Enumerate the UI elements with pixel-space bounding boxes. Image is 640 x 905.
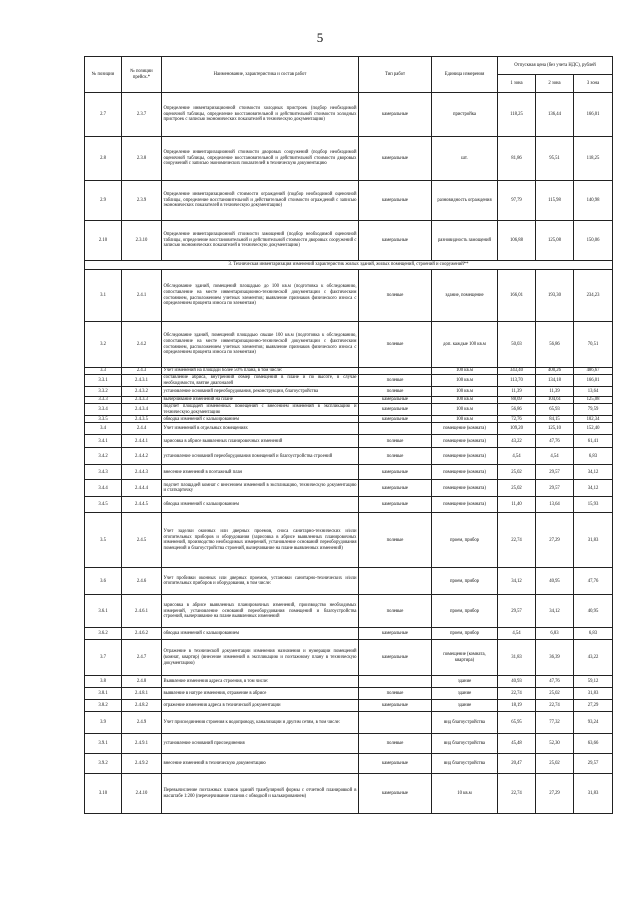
price-zone-2-cell: 95,51 (536, 137, 574, 181)
price-zone-3-cell: 61,41 (574, 435, 613, 448)
unit-cell: вид благоустройства (432, 754, 498, 774)
unit-cell: разновидность замощений (432, 221, 498, 261)
unit-cell: проем, прибор (432, 513, 498, 568)
price-zone-2-cell: 22,74 (536, 700, 574, 712)
work-type-cell (359, 368, 432, 375)
work-type-cell: камеральные (359, 404, 432, 416)
unit-cell: пристройка (432, 93, 498, 137)
position-cell: 3.6.2 (85, 628, 122, 640)
unit-cell: помещение (комната) (432, 435, 498, 448)
pricelist-code-cell: 2.4.6.2 (122, 628, 162, 640)
header-price-group: Отпускная цена (без учета НДС), рублей (498, 57, 613, 75)
price-zone-3-cell: 59,12 (574, 676, 613, 688)
price-zone-3-cell: 31,83 (574, 774, 613, 814)
price-zone-1-cell: 106,88 (498, 221, 536, 261)
price-zone-3-cell: 27,29 (574, 700, 613, 712)
price-zone-2-cell: 193,30 (536, 270, 574, 322)
description-cell: Определение инвентаризационной стоимости дворовых сооружений (подбор необходимой оценочной таблицы, определение восстановительной и действительной стоимости дворовых сооружений с записью экономических показателей в техническую документацию (162, 137, 359, 181)
price-zone-3-cell: 63,66 (574, 734, 613, 754)
pricelist-code-cell: 2.4.4.4 (122, 480, 162, 497)
unit-cell: 10 кв.м (432, 774, 498, 814)
description-cell: зарисовка в абрисе выявленных планировочных изменений, производство необходимых измерений, установление оснований переоборудования помещений и благоустройства строений, вычерчивание на плане выявленных изменений (162, 595, 359, 628)
table-row (85, 628, 613, 640)
position-cell: 3.9.2 (85, 754, 122, 774)
work-type-cell: камеральные (359, 640, 432, 676)
work-type-cell: полевые (359, 387, 432, 397)
price-zone-2-cell: 4,54 (536, 448, 574, 465)
price-zone-2-cell: 65,93 (536, 404, 574, 416)
unit-cell: здание (432, 688, 498, 700)
price-zone-2-cell: 400,26 (536, 368, 574, 375)
unit-cell: разновидность ограждения (432, 181, 498, 221)
description-cell: Определение инвентаризационной стоимости ограждений (подбор необходимой оценочной таблицы, определение восстановительной и действительной стоимости ограждений с записью экономических показателей в техническую документацию) (162, 181, 359, 221)
unit-cell: проем, прибор (432, 568, 498, 595)
position-cell: 3.10 (85, 774, 122, 814)
price-zone-2-cell: 25,02 (536, 688, 574, 700)
price-zone-2-cell: 13,64 (536, 497, 574, 513)
pricelist-code-cell: 2.4.8.1 (122, 688, 162, 700)
price-zone-3-cell: 6,83 (574, 448, 613, 465)
price-zone-1-cell: 72,76 (498, 416, 536, 423)
unit-cell: 100 кв.м (432, 404, 498, 416)
price-zone-1-cell: 25,02 (498, 480, 536, 497)
price-zone-2-cell: 52,30 (536, 734, 574, 754)
price-zone-2-cell: 56,86 (536, 322, 574, 368)
work-type-cell: камеральные (359, 480, 432, 497)
price-zone-3-cell: 102,34 (574, 416, 613, 423)
price-zone-1-cell: 88,69 (498, 397, 536, 404)
description-cell: составление абриса, внутренний обмер помещений в плане и по высоте, в случае необходимости, взятие диагоналей (163, 375, 357, 386)
unit-cell: помещение (комната) (432, 480, 498, 497)
table-row (85, 480, 613, 497)
work-type-cell: полевые (359, 513, 432, 568)
table-row (85, 465, 613, 480)
table-row (85, 676, 613, 688)
price-zone-2-cell: 115,98 (536, 181, 574, 221)
price-zone-3-cell: 118,25 (574, 137, 613, 181)
position-cell: 3.3 (85, 368, 122, 375)
section-row (85, 261, 613, 270)
description-cell: подсчет площадей комнат с внесением изменений в экспликацию, техническую документацию и статкарточку (162, 480, 359, 497)
pricelist-code-cell: 2.4.1 (122, 270, 162, 322)
price-zone-2-cell: 25,02 (536, 754, 574, 774)
position-cell: 3.3.1 (85, 375, 122, 387)
price-zone-3-cell: 15,93 (574, 497, 613, 513)
position-cell: 3.4.2 (85, 448, 122, 465)
price-zone-2-cell: 136,44 (536, 93, 574, 137)
position-cell: 3.4.3 (85, 465, 122, 480)
table-row (85, 404, 613, 416)
unit-cell: 100 кв.м (432, 387, 498, 397)
price-zone-1-cell: 34,12 (498, 568, 536, 595)
work-type-cell: камеральные (359, 700, 432, 712)
work-type-cell (359, 568, 432, 595)
price-zone-2-cell: 11,39 (536, 387, 574, 397)
price-zone-3-cell: 40,95 (574, 595, 613, 628)
price-zone-1-cell: 22,74 (498, 774, 536, 814)
table-row (85, 221, 613, 261)
position-cell: 3.5 (85, 513, 122, 568)
description-cell: отражение изменения адреса в технической документации (162, 700, 359, 712)
header-zone-1: 1 зона (498, 75, 536, 93)
description-cell: установление оснований переоборудования помещений и благоустройства строений (162, 448, 359, 465)
work-type-cell: камеральные (359, 416, 432, 423)
position-cell: 3.1 (85, 270, 122, 322)
pricelist-code-cell: 2.4.3.1 (122, 375, 162, 387)
position-cell: 3.3.2 (85, 387, 122, 397)
work-type-cell: камеральные (359, 397, 432, 404)
pricelist-code-cell: 2.4.10 (122, 774, 162, 814)
unit-cell: проем, прибор (432, 628, 498, 640)
price-zone-3-cell: 79,59 (574, 404, 613, 416)
position-cell: 3.4.4 (85, 480, 122, 497)
description-cell: Учет пробивки оконных или дверных проемов, установки санитарно-технических и/или отопительных приборов и оборудования, в том числе: (162, 568, 359, 595)
unit-cell: помещение (комната, квартира) (432, 640, 498, 676)
unit-cell: помещение (комната) (432, 423, 498, 435)
position-cell: 3.7 (85, 640, 122, 676)
table-row (85, 416, 613, 423)
work-type-cell: камеральные (359, 774, 432, 814)
header-work-type: Тип работ (359, 57, 432, 93)
price-zone-3-cell: 150,06 (574, 221, 613, 261)
table-row (85, 734, 613, 754)
description-cell: Определение инвентаризационной стоимости замощений (подбор необходимой оценочной таблицы, определение восстановительной и действительной стоимости дворовых сооружений с записью экономических показателей в техническую документацию) (162, 221, 359, 261)
price-zone-2-cell: 6,83 (536, 628, 574, 640)
work-type-cell: камеральные (359, 137, 432, 181)
header-zone-2: 2 зона (536, 75, 574, 93)
price-zone-1-cell: 166,01 (498, 270, 536, 322)
price-zone-3-cell: 31,83 (574, 513, 613, 568)
position-cell: 3.8.1 (85, 688, 122, 700)
work-type-cell: полевые (359, 270, 432, 322)
price-zone-2-cell: 104,61 (536, 397, 574, 404)
price-zone-3-cell: 486,67 (574, 368, 613, 375)
description-cell: Обследование зданий, помещений площадью до 100 кв.м (подготовка к обследованию, сопоставление на месте инвентаризационно-технической документации с фактическим состоянием, расположением учетных элементов; выявление признаков физического износа с определением процента износа по элементам) (162, 270, 359, 322)
header-pricelist-position: № позиции прейск.* (122, 57, 162, 93)
price-zone-3-cell: 125,08 (574, 397, 613, 404)
unit-cell: вид благоустройства (432, 734, 498, 754)
work-type-cell: полевые (359, 734, 432, 754)
work-type-cell: камеральные (359, 221, 432, 261)
pricelist-code-cell: 2.4.4.5 (122, 497, 162, 513)
price-zone-3-cell: 47,76 (574, 568, 613, 595)
table-row (85, 181, 613, 221)
pricelist-code-cell: 2.4.8.2 (122, 700, 162, 712)
unit-cell: помещение (комната) (432, 497, 498, 513)
work-type-cell: полевые (359, 688, 432, 700)
pricelist-code-cell: 2.3.7 (122, 93, 162, 137)
pricelist-code-cell: 2.4.2 (122, 322, 162, 368)
header-unit: Единица измерения (432, 57, 498, 93)
description-cell: обводка изменений с калькированием (162, 416, 359, 423)
work-type-cell: камеральные (359, 181, 432, 221)
price-zone-1-cell: 97,79 (498, 181, 536, 221)
price-zone-1-cell: 118,25 (498, 93, 536, 137)
pricelist-code-cell: 2.4.9.1 (122, 734, 162, 754)
price-zone-3-cell: 234,23 (574, 270, 613, 322)
position-cell: 3.6.1 (85, 595, 122, 628)
pricelist-code-cell: 2.4.3.4 (122, 404, 162, 416)
position-cell: 2.9 (85, 181, 122, 221)
position-cell: 3.8.2 (85, 700, 122, 712)
pricelist-code-cell: 2.4.9 (122, 712, 162, 734)
unit-cell: 100 кв.м (432, 397, 498, 404)
position-cell: 3.6 (85, 568, 122, 595)
pricelist-code-cell: 2.3.9 (122, 181, 162, 221)
price-zone-2-cell: 40,95 (536, 568, 574, 595)
price-zone-1-cell: 56,86 (498, 404, 536, 416)
unit-cell: помещение (комната) (432, 448, 498, 465)
price-table (84, 56, 613, 814)
price-zone-1-cell: 45,48 (498, 734, 536, 754)
work-type-cell: камеральные (359, 93, 432, 137)
description-cell: Учет изменений на площади более 50% плана, в том числе: (162, 368, 359, 375)
pricelist-code-cell: 2.4.3 (122, 368, 162, 375)
table-row (85, 423, 613, 435)
price-zone-1-cell: 29,57 (498, 595, 536, 628)
pricelist-code-cell: 2.4.9.2 (122, 754, 162, 774)
table-row (85, 397, 613, 404)
unit-cell: проем, прибор (432, 595, 498, 628)
section-title: 3. Техническая инвентаризация изменений характеристик жилых зданий, жилых помещений, строений и сооружений** (85, 261, 613, 270)
unit-cell: шт. (432, 137, 498, 181)
table-row (85, 497, 613, 513)
price-zone-3-cell: 6,83 (574, 628, 613, 640)
unit-cell: доп. каждые 100 кв.м (432, 322, 498, 368)
description-cell: вычерчивание изменений на плане (162, 397, 359, 404)
price-zone-3-cell: 13,64 (574, 387, 613, 397)
price-zone-2-cell: 34,12 (536, 595, 574, 628)
price-zone-1-cell: 22,74 (498, 513, 536, 568)
pricelist-code-cell: 2.4.4 (122, 423, 162, 435)
pricelist-code-cell: 2.4.4.3 (122, 465, 162, 480)
position-cell: 3.9.1 (85, 734, 122, 754)
position-cell: 3.3.5 (85, 416, 122, 423)
price-zone-1-cell: 18,19 (498, 700, 536, 712)
position-cell: 3.3.3 (85, 397, 122, 404)
price-zone-3-cell: 93,24 (574, 712, 613, 734)
description-cell: Выявление изменения адреса строения, в том числе: (162, 676, 359, 688)
description-cell: Учет изменений в отдельных помещениях (162, 423, 359, 435)
description-cell: Обследование зданий, помещений площадью свыше 100 кв.м (подготовка к обследованию, сопоставление на месте инвентаризационно-технической документации с фактическим состоянием, расположением учетных элементов; выявление признаков физического износа с определением процента износа по элементам) (162, 322, 359, 368)
work-type-cell: полевые (359, 322, 432, 368)
price-zone-3-cell: 43,22 (574, 640, 613, 676)
price-zone-3-cell: 152,40 (574, 423, 613, 435)
price-zone-1-cell: 22,74 (498, 688, 536, 700)
price-zone-3-cell: 166,01 (574, 375, 613, 387)
work-type-cell: камеральные (359, 628, 432, 640)
description-cell: установление оснований переоборудования, реконструкции, благоустройства (162, 387, 359, 397)
price-zone-2-cell: 27,29 (536, 774, 574, 814)
table-row (85, 270, 613, 322)
price-zone-1-cell: 81,86 (498, 137, 536, 181)
table-row (85, 595, 613, 628)
price-zone-2-cell: 84,15 (536, 416, 574, 423)
price-zone-2-cell: 134,18 (536, 375, 574, 387)
price-zone-1-cell: 20,47 (498, 754, 536, 774)
price-zone-1-cell: 31,83 (498, 640, 536, 676)
table-row (85, 712, 613, 734)
unit-cell: здание (432, 700, 498, 712)
price-zone-3-cell: 34,12 (574, 465, 613, 480)
price-zone-2-cell: 47,76 (536, 435, 574, 448)
price-zone-2-cell: 36,39 (536, 640, 574, 676)
table-row (85, 754, 613, 774)
description-cell: Учет заделки оконных или дверных проемов, сноса санитарно-технических и/или отопительных приборов и оборудования (зарисовка в абрисе выявленных планировочных изменений, производство необходимых измерений, установление оснований переоборудования помещений и благоустройства строений, вычерчивание на плане выявленных изменений) (162, 513, 359, 568)
pricelist-code-cell: 2.3.8 (122, 137, 162, 181)
description-cell: Перевычисление поэтажных планов зданий трамбулярной формы с отчетной планировкой в масштабе 1:200 (перечерчивание планов с обводкой и калькированием) (162, 774, 359, 814)
work-type-cell: камеральные (359, 497, 432, 513)
pricelist-code-cell: 2.4.7 (122, 640, 162, 676)
pricelist-code-cell: 2.4.3.2 (122, 387, 162, 397)
price-zone-1-cell: 40,93 (498, 676, 536, 688)
position-cell: 3.2 (85, 322, 122, 368)
unit-cell: помещение (комната) (432, 465, 498, 480)
unit-cell: здание (432, 676, 498, 688)
pricelist-code-cell: 2.4.6.1 (122, 595, 162, 628)
pricelist-code-cell: 2.4.3.3 (122, 397, 162, 404)
work-type-cell: полевые (359, 595, 432, 628)
price-zone-3-cell: 31,83 (574, 688, 613, 700)
position-cell: 3.4.1 (85, 435, 122, 448)
price-zone-3-cell: 166,01 (574, 93, 613, 137)
unit-cell: вид благоустройства (432, 712, 498, 734)
position-cell: 3.4 (85, 423, 122, 435)
description-cell: зарисовка в абрисе выявленных планировочных изменений (162, 435, 359, 448)
work-type-cell (359, 676, 432, 688)
work-type-cell: камеральные (359, 754, 432, 774)
pricelist-code-cell: 2.3.10 (122, 221, 162, 261)
work-type-cell: полевые (359, 448, 432, 465)
description-cell: Отражение в технической документации изменения назначения и нумерации помещений (комнат, квартир) (внесение изменений в экспликацию и поэтажному плану в техническую документацию) (162, 640, 359, 676)
table-row (85, 513, 613, 568)
price-zone-1-cell: 4,54 (498, 448, 536, 465)
price-zone-2-cell: 125,08 (536, 221, 574, 261)
table-row (85, 322, 613, 368)
unit-cell: 100 кв.м (432, 416, 498, 423)
description-cell: Учет присоединения строения к водопроводу, канализации и другим сетям, в том числе: (162, 712, 359, 734)
pricelist-code-cell: 2.4.8 (122, 676, 162, 688)
price-zone-2-cell: 29,57 (536, 480, 574, 497)
work-type-cell: камеральные (359, 465, 432, 480)
price-zone-3-cell: 29,57 (574, 754, 613, 774)
price-zone-3-cell: 34,12 (574, 480, 613, 497)
header-zone-3: 3 зона (574, 75, 613, 93)
price-zone-1-cell: 11,40 (498, 497, 536, 513)
description-cell: выявление в натуре изменения, отражение в абрисе (162, 688, 359, 700)
price-zone-2-cell: 77,32 (536, 712, 574, 734)
table-row (85, 448, 613, 465)
pricelist-code-cell: 2.4.4.1 (122, 435, 162, 448)
price-zone-1-cell: 50,03 (498, 322, 536, 368)
pricelist-code-cell: 2.4.5 (122, 513, 162, 568)
price-zone-1-cell: 65,95 (498, 712, 536, 734)
unit-cell: здание, помещение (432, 270, 498, 322)
table-row (85, 700, 613, 712)
description-cell: подсчет площадей измененных помещений с внесением изменений в экспликацию и техническую документацию (163, 404, 357, 415)
work-type-cell: полевые (359, 435, 432, 448)
position-cell: 3.9 (85, 712, 122, 734)
unit-cell: 100 кв.м (432, 368, 498, 375)
price-zone-2-cell: 125,10 (536, 423, 574, 435)
price-zone-1-cell: 4,54 (498, 628, 536, 640)
price-zone-2-cell: 29,57 (536, 465, 574, 480)
pricelist-code-cell: 2.4.6 (122, 568, 162, 595)
position-cell: 3.8 (85, 676, 122, 688)
table-row (85, 93, 613, 137)
price-zone-2-cell: 47,76 (536, 676, 574, 688)
price-zone-1-cell: 343,40 (498, 368, 536, 375)
table-row (85, 368, 613, 375)
price-zone-1-cell: 11,39 (498, 387, 536, 397)
pricelist-code-cell: 2.4.4.2 (122, 448, 162, 465)
position-cell: 3.4.5 (85, 497, 122, 513)
work-type-cell (359, 712, 432, 734)
table-row (85, 640, 613, 676)
price-zone-1-cell: 25,02 (498, 465, 536, 480)
position-cell: 3.3.4 (85, 404, 122, 416)
table-row (85, 137, 613, 181)
table-row (85, 774, 613, 814)
position-cell: 2.7 (85, 93, 122, 137)
table-row (85, 568, 613, 595)
table-row (85, 688, 613, 700)
table-row (85, 375, 613, 387)
position-cell: 2.10 (85, 221, 122, 261)
unit-cell: 100 кв.м (432, 375, 498, 387)
header-position: № позиции (85, 57, 122, 93)
table-row (85, 387, 613, 397)
description-cell: внесение изменений в техническую документацию (162, 754, 359, 774)
description-cell: установление оснований присоединения (162, 734, 359, 754)
header-description: Наименование, характеристика и состав работ (162, 57, 359, 93)
price-zone-2-cell: 27,29 (536, 513, 574, 568)
page-number: 5 (316, 30, 324, 45)
description-cell: обводка изменений с калькированием (162, 628, 359, 640)
description-cell: Определение инвентаризационной стоимости холодных пристроек (подбор необходимой оценочной таблицы, определение восстановительной и действительной стоимости холодных пристроек с записью экономических показателей в техническую документацию) (162, 93, 359, 137)
pricelist-code-cell: 2.4.3.5 (122, 416, 162, 423)
description-cell: внесение изменений в поэтажный план (162, 465, 359, 480)
description-cell: обводка изменений с калькированием (162, 497, 359, 513)
table-row (85, 435, 613, 448)
price-zone-3-cell: 140,98 (574, 181, 613, 221)
price-zone-1-cell: 43,22 (498, 435, 536, 448)
work-type-cell (359, 423, 432, 435)
price-zone-3-cell: 70,51 (574, 322, 613, 368)
price-zone-1-cell: 113,70 (498, 375, 536, 387)
price-zone-1-cell: 109,20 (498, 423, 536, 435)
position-cell: 2.8 (85, 137, 122, 181)
work-type-cell: полевые (359, 375, 432, 387)
